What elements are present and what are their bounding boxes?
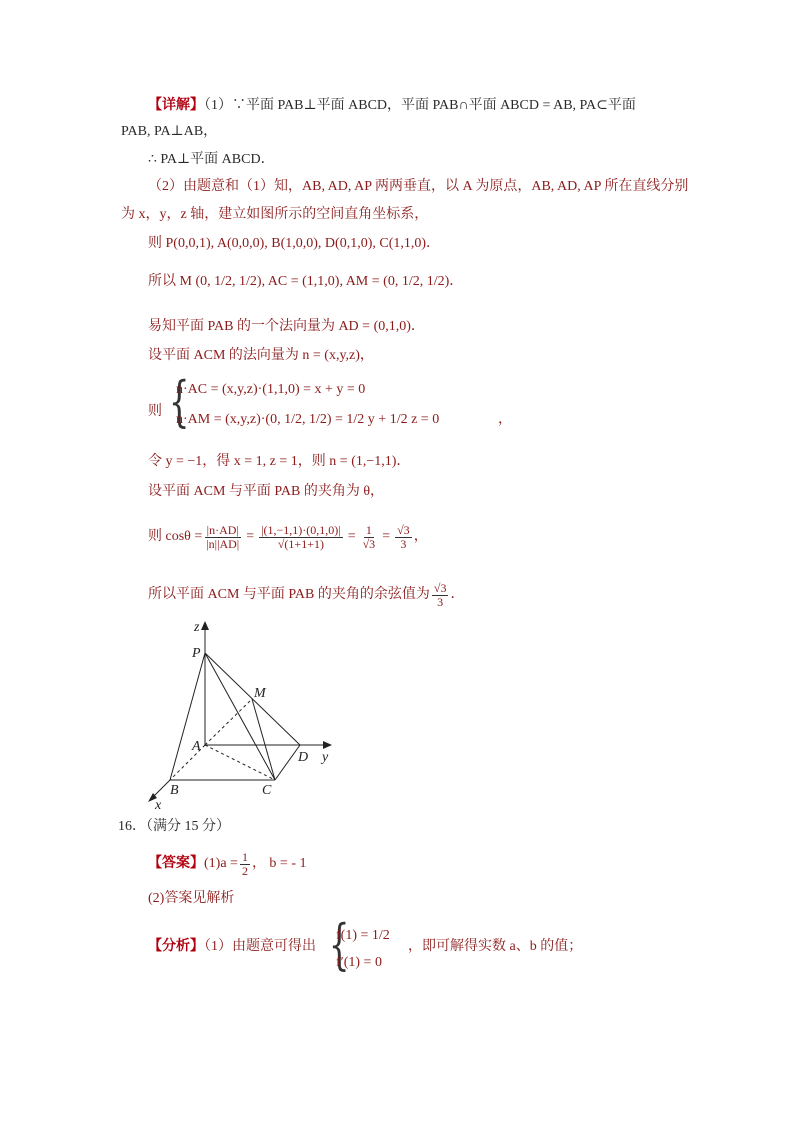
midpoint-prefix: 所以 M <box>148 274 192 289</box>
label-c: C <box>262 783 272 798</box>
answer-tag: 【答案】 <box>148 856 204 871</box>
system-suffix: ， <box>498 412 512 427</box>
cosine-f4-den: 3 <box>400 536 407 551</box>
answer1-prefix: (1)a = <box>204 856 238 871</box>
edge-cd <box>275 745 300 780</box>
midpoint-line: 所以 M (0, 1/2, 1/2), AC = (1,1,0), AM = (0, 1/2, 1/2)． <box>148 274 464 289</box>
coordinates-line: 则 P(0,0,1), A(0,0,0), B(1,0,0), D(0,1,0), C(1,1,0)． <box>148 236 441 251</box>
cosine-fraction-3 <box>361 524 378 551</box>
detail-line-1 <box>148 96 636 116</box>
pyramid-figure <box>140 615 350 815</box>
cosine-fraction-1 <box>204 524 241 551</box>
edge-mc <box>252 699 275 780</box>
label-x: x <box>155 798 162 813</box>
detail-part2-line-2: 为 x，y，z 轴，建立如图所示的空间直角坐标系， <box>121 207 429 222</box>
cosine-fraction-4 <box>395 524 412 551</box>
detail-tag: 【详解】 <box>148 98 204 113</box>
midpoint-coords: (0, 1/2, 1/2) <box>195 274 262 289</box>
answer1-fraction <box>240 851 250 878</box>
question16-header: 16．（满分 15 分） <box>118 819 230 834</box>
edge-am <box>205 699 252 745</box>
conclusion-line <box>148 575 464 615</box>
edge-ac <box>205 745 275 780</box>
normal-acm-setup-line: 设平面 ACM 的法向量为 n = (x,y,z)， <box>148 348 374 363</box>
analysis-suffix: ，即可解得实数 a、b 的值； <box>408 939 583 954</box>
cosine-f1-den: |n||AD| <box>206 536 240 551</box>
z-axis-arrow <box>201 621 209 630</box>
analysis-prefix-line <box>148 937 316 957</box>
answer1-den: 2 <box>241 863 248 878</box>
normal-solution-line: 令 y = −1，得 x = 1, z = 1，则 n = (1,−1,1)． <box>148 454 411 469</box>
conclusion-prefix: 所以平面 ACM 与平面 PAB 的夹角的余弦值为 <box>148 587 430 602</box>
system-prefix: 则 <box>148 404 162 419</box>
answer-line-1 <box>148 846 307 882</box>
detail-line-2: PAB, PA⊥AB， <box>121 124 218 139</box>
detail-line-3: ∴ PA⊥平面 ABCD． <box>148 152 275 167</box>
conclusion-suffix: ． <box>450 587 465 602</box>
analysis-condition-1: f(1) = 1/2 <box>336 928 390 943</box>
answer1-suffix: ， b = - 1 <box>251 856 307 871</box>
cosine-f3-den: √3 <box>362 536 376 551</box>
cosine-f1-num: |n·AD| <box>206 522 239 537</box>
system-brace: { <box>168 370 190 433</box>
cosine-line: 则 cosθ = $\frac{|n\cdot AD|}{|n||AD|}$ = $\frac{|(1,-1,1)\cdot(0,1,0)|}{√(1+1+1)}$ = $\frac{1}{√3}$ = $\frac{√3}{3}$ ， <box>148 522 428 551</box>
vectors-ac-am: AC = (1,1,0), AM = <box>267 274 380 289</box>
conclusion-fraction <box>432 582 449 609</box>
detail-part2-line-1: （2）由题意和（1）知，AB, AD, AP 两两垂直，以 A 为原点，AB, AD, AP 所在直线分别 <box>148 179 689 194</box>
cosine-f2-den: √(1+1+1) <box>277 536 324 551</box>
analysis-tag: 【分析】 <box>148 939 204 954</box>
analysis-condition-2: f′(1) = 0 <box>336 955 382 970</box>
answer-line-2: (2)答案见解析 <box>148 891 235 906</box>
answer1-num: 1 <box>241 849 248 864</box>
detail-part1-text-a: （1）∵平面 PAB⊥平面 ABCD，平面 PAB∩平面 ABCD = AB, PA⊂平面 <box>204 98 636 113</box>
analysis-brace: { <box>328 913 350 976</box>
label-a: A <box>192 739 201 754</box>
system-equation-1: n·AC = (x,y,z)·(1,1,0) = x + y = 0 <box>176 382 366 397</box>
edge-pc <box>205 653 275 780</box>
label-p: P <box>192 646 201 661</box>
cosine-f3-num: 1 <box>365 522 372 537</box>
edge-pb <box>170 653 205 780</box>
conclusion-num: √3 <box>433 580 447 595</box>
cosine-f4-num: √3 <box>397 522 410 537</box>
label-d: D <box>298 750 309 765</box>
label-m: M <box>254 686 266 701</box>
label-z: z <box>194 620 200 635</box>
system-equation-2: n·AM = (x,y,z)·(0, 1/2, 1/2) = 1/2 y + 1/2 z = 0 <box>176 412 440 427</box>
analysis-prefix: （1）由题意可得出 <box>204 939 316 954</box>
label-b: B <box>170 783 179 798</box>
normal-pab-line: 易知平面 PAB 的一个法向量为 AD = (0,1,0)． <box>148 319 425 334</box>
vector-am-coords: (0, 1/2, 1/2)． <box>383 274 464 289</box>
label-y: y <box>322 750 329 765</box>
cosine-fraction-2 <box>259 524 343 551</box>
cosine-f2-num: |(1,−1,1)·(0,1,0)| <box>261 522 341 537</box>
y-axis-arrow <box>323 741 332 749</box>
conclusion-den: 3 <box>437 594 444 609</box>
angle-setup-line: 设平面 ACM 与平面 PAB 的夹角为 θ， <box>148 484 385 499</box>
cosine-prefix: 则 cosθ = <box>148 529 203 544</box>
